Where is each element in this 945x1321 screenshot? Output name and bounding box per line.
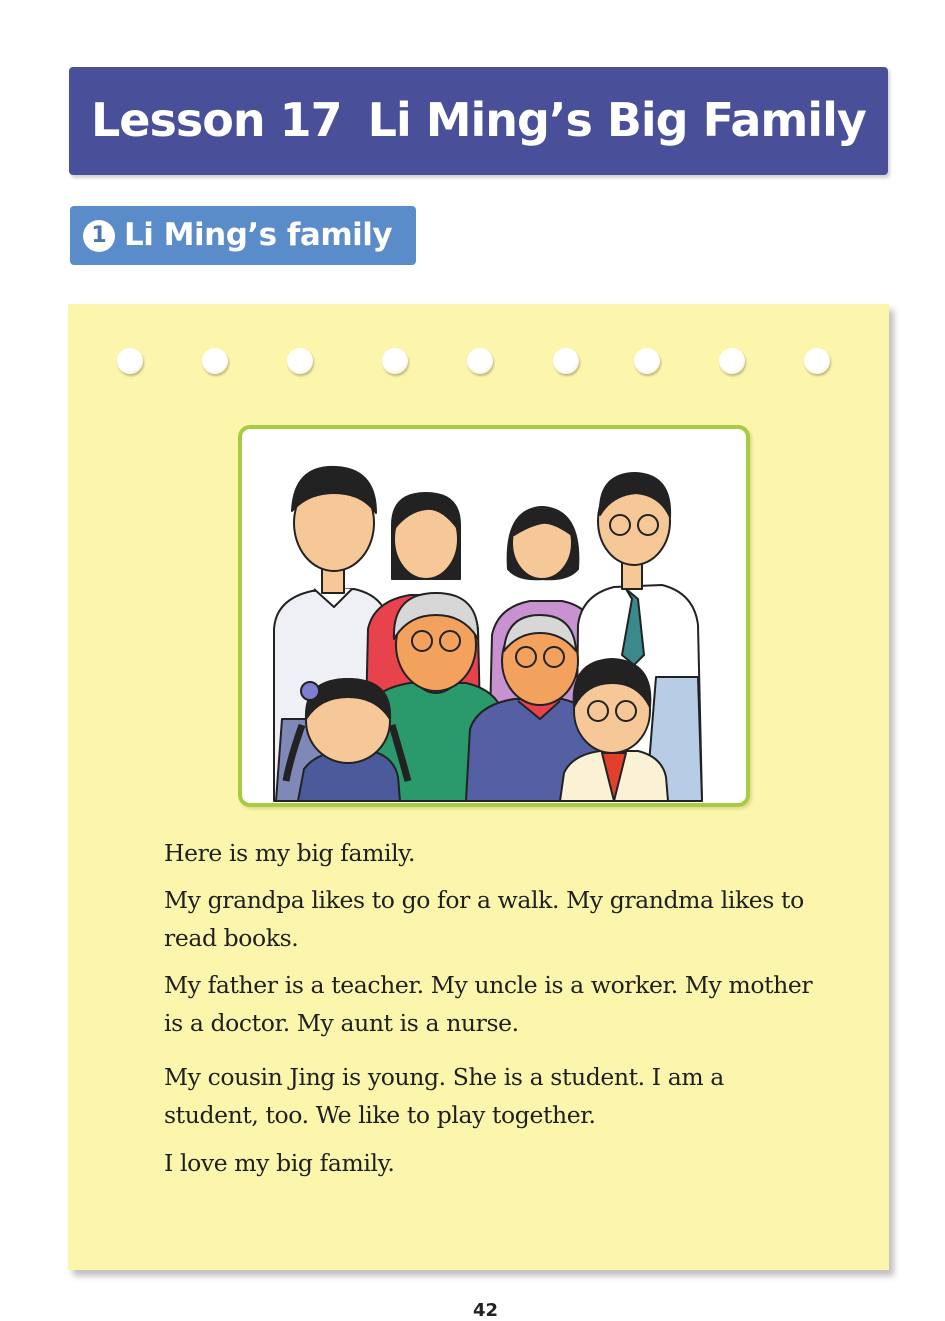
binder-hole: [719, 348, 745, 374]
binder-hole: [553, 348, 579, 374]
passage-paragraph-2: My grandpa likes to go for a walk. My grandma likes to read books.: [164, 886, 804, 952]
binder-hole: [202, 348, 228, 374]
family-illustration: [242, 429, 746, 803]
binder-hole: [804, 348, 830, 374]
lesson-title-banner: [69, 67, 888, 175]
notepad-card: [68, 304, 889, 1270]
lesson-number: Lesson 17: [91, 93, 342, 147]
family-illustration-frame: [238, 425, 750, 807]
passage-paragraph-3: My father is a teacher. My uncle is a worker. My mother is a doctor. My aunt is a nurse.: [164, 971, 813, 1037]
section-header: [70, 206, 416, 265]
section-title: Li Ming’s family: [124, 217, 393, 253]
page-number: 42: [473, 1300, 499, 1321]
binder-hole: [287, 348, 313, 374]
passage-paragraph-1: Here is my big family.: [164, 839, 416, 867]
passage-paragraph-4: My cousin Jing is young. She is a student. I am a student, too. We like to play together.: [164, 1063, 724, 1129]
lesson-name: Li Ming’s Big Family: [367, 93, 866, 147]
binder-hole: [634, 348, 660, 374]
binder-hole: [117, 348, 143, 374]
lesson-title: [91, 93, 866, 147]
binder-hole: [382, 348, 408, 374]
binder-hole: [467, 348, 493, 374]
passage-paragraph-5: I love my big family.: [164, 1149, 395, 1177]
section-number-badge: 1: [83, 220, 115, 252]
